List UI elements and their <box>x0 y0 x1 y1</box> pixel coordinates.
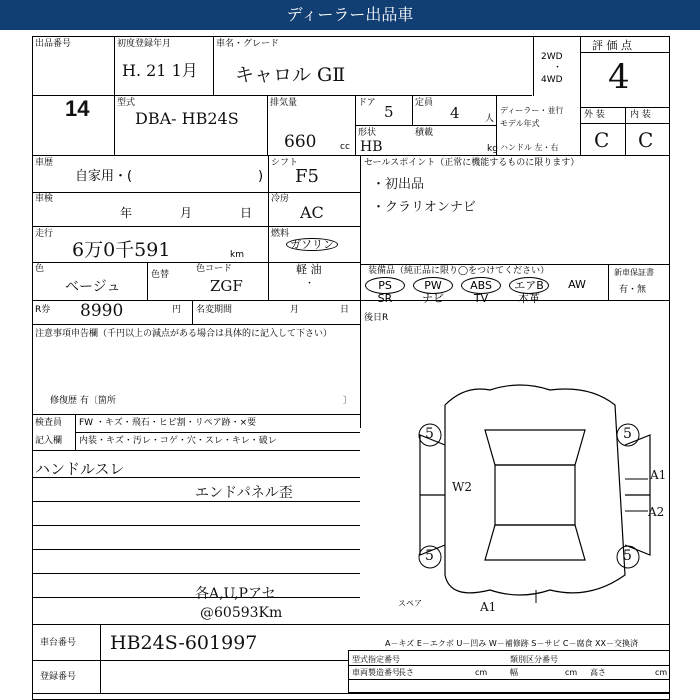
sales-point-1: ・初出品 <box>372 177 425 192</box>
color-code-value: ZGF <box>210 277 243 295</box>
grade-score-value: 4 <box>608 57 630 97</box>
new-warranty-label: 新車保証書 <box>614 268 654 277</box>
width-cm: cm <box>565 668 578 677</box>
fuel-dot: ・ <box>305 279 315 289</box>
chassis-label: 車台番号 <box>40 638 77 648</box>
reg-no-label: 登録番号 <box>40 672 77 682</box>
capacity-label: 定員 <box>415 98 434 108</box>
insp-day: 日 <box>240 206 253 220</box>
shape-label: 形状 <box>358 128 377 138</box>
equipment-item: ナビ <box>422 292 444 305</box>
recycle-value: 8990 <box>80 301 124 321</box>
cc-unit: cc <box>340 142 350 152</box>
note-4: @60593Km <box>200 605 283 621</box>
note-1: ハンドルスレ <box>35 460 125 478</box>
class-no-label: 類別区分番号 <box>510 655 558 664</box>
fuel-gas: ガソリン <box>286 238 338 251</box>
height-label: 高さ <box>590 668 606 677</box>
wd4-label: 4WD <box>541 75 563 85</box>
capacity-value: 4 <box>450 104 460 122</box>
history-value: 自家用・( <box>75 169 133 184</box>
mark-a2: A2 <box>648 505 665 519</box>
inspect-items: FW ・キズ・飛石・ヒビ割・リペア跡・×要 <box>79 418 257 428</box>
mark-w2: W2 <box>452 480 472 494</box>
height-cm: cm <box>655 668 668 677</box>
interior-label: 内 装 <box>630 110 651 120</box>
km-unit: km <box>230 250 244 260</box>
equipment-item: PW <box>413 277 453 294</box>
mark-rl: 5 <box>425 548 434 564</box>
first-reg-value: H. 21 1月 <box>122 61 198 80</box>
equipment-item: TV <box>473 292 489 305</box>
entry-items: 内装・キズ・汚レ・コゲ・穴・スレ・キレ・破レ <box>79 436 277 446</box>
grade-score-label: 評 価 点 <box>592 39 632 52</box>
kg-unit: kg <box>487 144 498 154</box>
width-label: 幅 <box>510 668 518 677</box>
yen-unit: 円 <box>172 305 182 315</box>
lot-no-value: 14 <box>65 96 90 121</box>
equipment-item: ABS <box>461 277 501 294</box>
sales-point-2: ・クラリオンナビ <box>372 200 476 215</box>
shift-value: F5 <box>295 166 319 187</box>
mark-fl: 5 <box>425 426 434 442</box>
fuel-light: 軽 油 <box>296 263 322 276</box>
shape-value: HB <box>360 139 383 155</box>
damage-legend: A－キズ E－エクボ U－凹み W－補修跡 S－サビ C－腐食 XX－交換済 <box>385 639 639 648</box>
mfr-no-label: 車両製造番号 <box>352 668 400 677</box>
equipment-label: 装備品（純正品に限り◯をつけてください） <box>368 266 550 276</box>
person-unit: 人 <box>485 114 495 124</box>
dealer-label: ディーラー・並行 <box>500 106 564 115</box>
note-3: 各A,U,Pアセ <box>195 586 276 602</box>
insp-month: 月 <box>180 206 193 220</box>
color-change-label: 色替 <box>151 270 170 280</box>
shift-label: シフト <box>271 158 299 168</box>
equipment-item: エアB <box>509 277 549 294</box>
displacement-value: 660 <box>284 132 317 152</box>
mark-a1-rear: A1 <box>480 600 497 614</box>
mark-rr: 5 <box>623 548 632 564</box>
spare-label: スペア <box>398 599 422 608</box>
inspection-col-label: 検査員 <box>35 418 63 428</box>
name-change-day: 日 <box>340 305 350 315</box>
name-change-label: 名変期間 <box>196 305 233 315</box>
page-header <box>0 0 700 30</box>
name-change-month: 月 <box>290 305 300 315</box>
note-2: エンドパネル歪 <box>195 485 293 501</box>
model-label: 型式 <box>117 98 136 108</box>
equipment-item: 本革 <box>518 292 540 305</box>
color-label: 色 <box>35 264 45 274</box>
fuel-label: 燃料 <box>271 229 290 239</box>
interior-value: C <box>638 128 654 152</box>
wd2-label: 2WD <box>541 52 563 62</box>
exterior-label: 外 装 <box>584 110 605 120</box>
mark-a1-side: A1 <box>650 468 667 482</box>
rear-seat-label: 後日R <box>364 313 389 323</box>
length-label: 長さ <box>398 668 414 677</box>
handle-label: ハンドル 左・右 <box>500 143 559 152</box>
repair-close: 〕 <box>343 396 353 406</box>
header-title: ディーラー出品車 <box>286 5 414 24</box>
car-name-label: 車名・グレード <box>216 39 280 49</box>
entry-col-label: 記入欄 <box>35 436 63 446</box>
car-name-value: キャロル GⅡ <box>235 64 346 86</box>
inspection-label: 車検 <box>35 194 54 204</box>
history-label: 車歴 <box>35 158 54 168</box>
doors-value: 5 <box>384 103 394 121</box>
mileage-value: 6万0千591 <box>72 239 171 261</box>
mileage-label: 走行 <box>35 229 54 239</box>
chassis-value: HB24S-601997 <box>110 632 258 654</box>
length-cm: cm <box>475 668 488 677</box>
sales-point-label: セールスポイント（正常に機能するものに限ります） <box>364 158 580 168</box>
wd-dot: ・ <box>553 63 563 73</box>
model-year-label: モデル年式 <box>500 119 540 128</box>
doors-label: ドア <box>358 98 376 108</box>
equipment-item: PS <box>365 277 405 294</box>
cooler-label: 冷房 <box>271 194 290 204</box>
loading-label: 積載 <box>415 128 434 138</box>
cooler-value: AC <box>300 203 324 222</box>
exterior-value: C <box>594 128 610 152</box>
equipment-item: AW <box>568 278 586 291</box>
recycle-label: R券 <box>35 305 51 315</box>
mark-fr: 5 <box>623 426 632 442</box>
model-value: DBA- HB24S <box>135 109 239 128</box>
notes-label: 注意事項申告欄（千円以上の減点がある場合は具体的に記入して下さい） <box>35 329 333 339</box>
equipment-item: SR <box>377 292 393 305</box>
type-no-label: 型式指定番号 <box>352 655 400 664</box>
first-reg-label: 初度登録年月 <box>117 39 172 49</box>
history-close: ) <box>258 169 264 184</box>
warranty-yn: 有・無 <box>619 285 647 295</box>
displacement-label: 排気量 <box>270 98 298 108</box>
color-code-label: 色コード <box>196 264 233 274</box>
color-value: ベージュ <box>65 279 121 295</box>
lot-no-label: 出品番号 <box>35 39 72 49</box>
car-diagram <box>400 375 670 615</box>
insp-year: 年 <box>120 206 133 220</box>
repair-label: 修復歴 有〔箇所 <box>50 396 116 406</box>
